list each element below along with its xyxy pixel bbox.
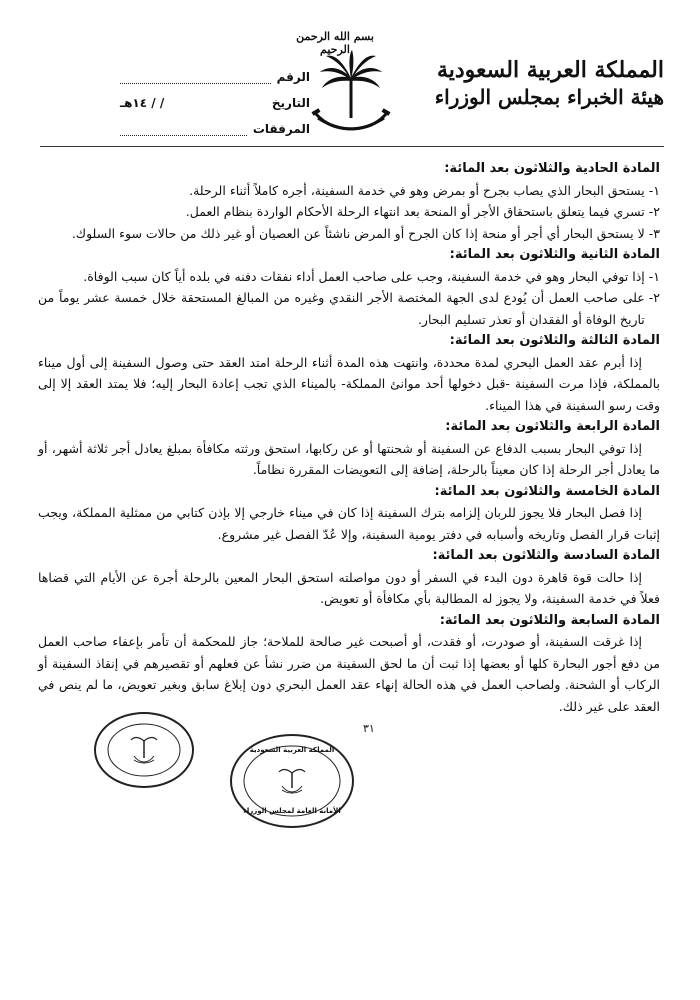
- official-seal-stamp: [94, 712, 194, 788]
- header-divider: [40, 146, 664, 147]
- article-137: [38, 610, 660, 718]
- item-number: ١-: [648, 268, 660, 284]
- article-title: المادة السادسة والثلاثون بعد المائة:: [432, 548, 660, 563]
- kingdom-name: المملكة العربية السعودية: [436, 57, 664, 83]
- date-template: / / ١٤هـ: [120, 96, 165, 110]
- article-131: [38, 158, 660, 244]
- palm-swords-emblem-icon: [310, 48, 392, 140]
- article-paragraph: إذا حالت قوة قاهرة دون البدء في السفر أو دون مواصلته استحق البحار المعين بالرحلة أجرة عن الأيام التي قضاها فعلاً في خدمة السفينة، ولا يجوز له المطالبة بأي مكافأة أو تعويض.: [38, 569, 660, 606]
- article-title: المادة الثانية والثلاثون بعد المائة:: [449, 247, 660, 262]
- item-number: ٣-: [648, 225, 660, 241]
- attachments-row: [120, 110, 310, 136]
- item-text: لا يستحق البحار أي أجر أو منحة إذا كان الجرح أو المرض ناشئاً عن العصيان أو غير ذلك من حالات سوء السلوك.: [71, 225, 645, 241]
- item-text: إذا توفي البحار وهو في خدمة السفينة، وجب على صاحب العمل أداء نفقات دفنه في بلده أياً كان سبب الوفاة.: [83, 268, 645, 284]
- attachments-label: المرفقات: [252, 122, 310, 136]
- item-number: ١-: [648, 182, 660, 198]
- item-text: على صاحب العمل أن يُودع لدى الجهة المختصة الأجر النقدي وغيره من المبالغ المستحقة خلال خمسة عشر يوماً من تاريخ الوفاة أو الفقدان أو تعذر تسليم البحار.: [38, 290, 645, 327]
- letterhead-title: [434, 56, 664, 110]
- article-item: [38, 223, 660, 245]
- item-text: تسري فيما يتعلق باستحقاق الأجر أو المنحة بعد انتهاء الرحلة الأحكام الواردة بنظام العمل.: [185, 204, 645, 219]
- item-number: ٢-: [648, 290, 660, 305]
- reference-number-row: [120, 58, 310, 84]
- article-paragraph: إذا توفي البحار بسبب الدفاع عن السفينة أو شحنتها أو عن ركابها، استحق ورثته مكافأة بمبلغ يعادل أجر ثلاثة أشهر، أو ما يعادل أجر الرحلة إذا كان معيناً بالرحلة، إضافة إلى التعويضات المقررة نظاماً.: [38, 440, 660, 477]
- item-number: ٢-: [648, 204, 660, 219]
- article-title: المادة الثالثة والثلاثون بعد المائة:: [449, 333, 660, 348]
- article-item: [38, 266, 660, 288]
- attachments-line: [120, 123, 247, 136]
- article-paragraph: إذا فصل البحار فلا يجوز للربان إلزامه بترك السفينة إذا كان في ميناء خارجي إلا بإذن كتابي من ممثلية المملكة، ويجب إثبات قرار الفصل وتاريخه وأسبابه في دفتر يومية السفينة، وإلا عُدّ الفصل غير مشروع.: [38, 505, 660, 542]
- general-secretariat-stamp: [230, 734, 354, 828]
- article-paragraph: إذا غرقت السفينة، أو صودرت، أو فقدت، أو أصبحت غير صالحة للملاحة؛ جاز للمحكمة أن تأمر بإعفاء صاحب العمل من دفع أجور البحارة كلها أو بعضها إذا ثبت أن ما لحق السفينة من ضرر نشأ عن فعلهم أو تقصيرهم في إنقاذ السفينة أو الركاب أو الشحنة. ولصاحب العمل في هذه الحالة إنهاء عقد العمل البحري دون إبلاغ سابق وبغير تعويض، ما لم ينص في العقد على غير ذلك.: [38, 634, 660, 714]
- reference-fields: [120, 58, 310, 136]
- articles-body: [38, 158, 660, 717]
- reference-number-label: الرقم: [276, 70, 310, 84]
- article-item: [38, 201, 660, 223]
- page-number: ٣١: [363, 722, 375, 735]
- stamp-bottom-text: الأمانة العامة لمجلس الوزراء: [243, 807, 341, 815]
- article-title: المادة الخامسة والثلاثون بعد المائة:: [434, 483, 660, 499]
- article-134: [38, 416, 660, 481]
- article-133: [38, 330, 660, 416]
- article-132: [38, 244, 660, 330]
- stamp-top-text: المملكة العربية السعودية: [249, 746, 335, 754]
- article-item: [38, 180, 660, 202]
- article-item: [38, 287, 660, 330]
- basmala: بسم الله الرحمن الرحيم: [296, 30, 374, 56]
- date-label: التاريخ: [271, 96, 310, 110]
- date-row: [120, 84, 310, 110]
- article-135: [38, 481, 660, 546]
- article-136: [38, 545, 660, 610]
- authority-name: هيئة الخبراء بمجلس الوزراء: [434, 85, 664, 109]
- reference-number-line: [120, 71, 271, 84]
- article-title: المادة الحادية والثلاثون بعد المائة:: [444, 161, 660, 176]
- seal-emblem-icon: [96, 714, 192, 786]
- article-title: المادة السابعة والثلاثون بعد المائة:: [439, 612, 660, 628]
- article-title: المادة الرابعة والثلاثون بعد المائة:: [445, 419, 660, 434]
- article-paragraph: إذا أبرم عقد العمل البحري لمدة محددة، وانتهت هذه المدة أثناء الرحلة امتد العقد حتى وصول السفينة إلى أول ميناء بالمملكة، فإذا مرت السفينة -قبل دخولها أحد موانئ المملكة- بالميناء الذي تجب إعادة البحار إليه؛ فلا يمتد العقد إلا إلى وقت رسو السفينة في هذا الميناء.: [38, 354, 660, 413]
- item-text: يستحق البحار الذي يصاب بجرح أو بمرض وهو في خدمة السفينة، أجره كاملاً أثناء الرحلة.: [189, 182, 645, 198]
